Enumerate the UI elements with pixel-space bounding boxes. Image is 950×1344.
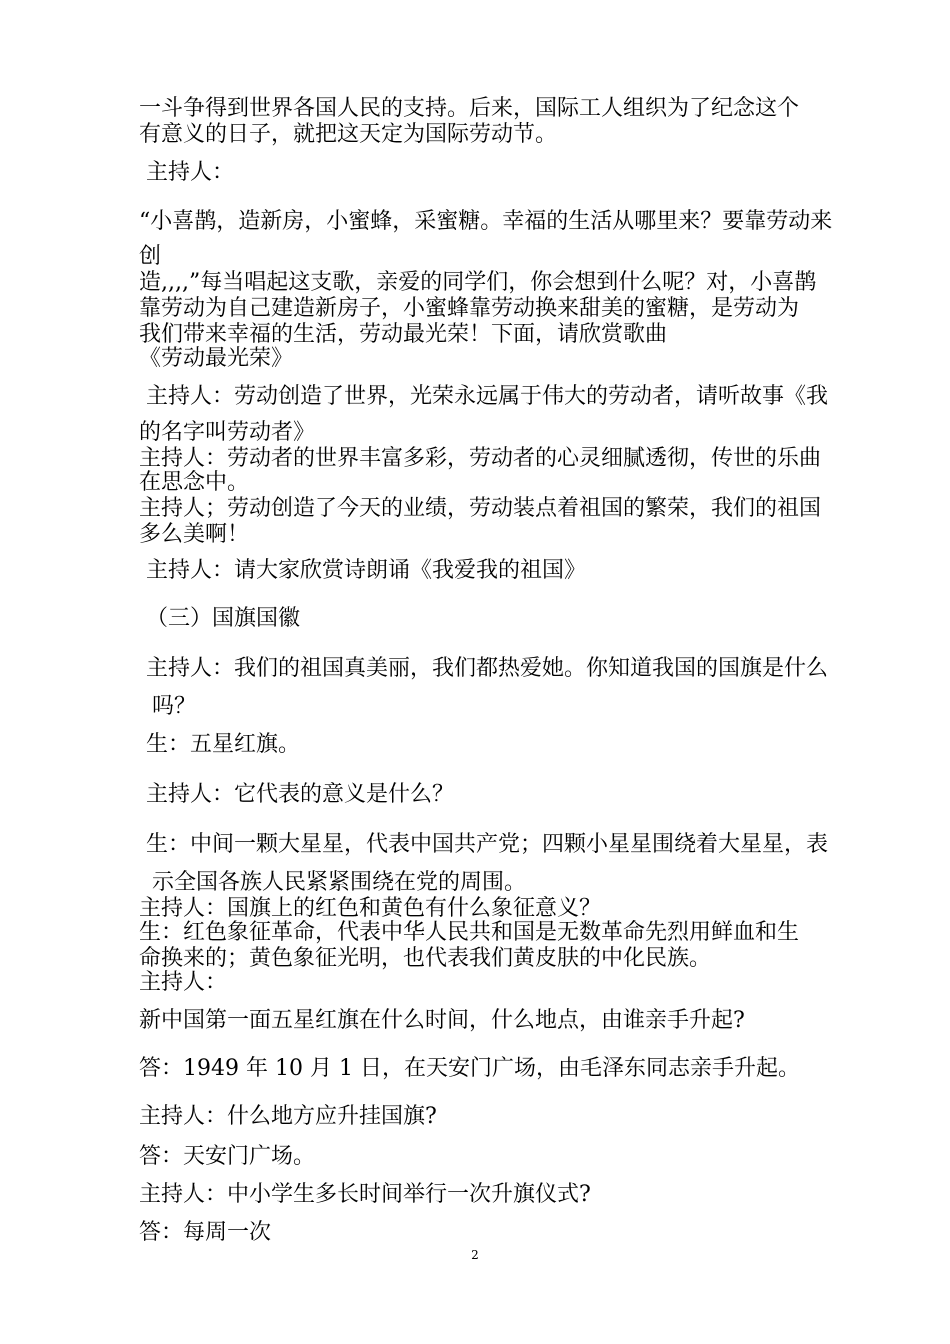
text-line: 主持人：请大家欣赏诗朗诵《我爱我的祖国》	[146, 558, 587, 583]
text-line: 答：天安门广场。	[139, 1144, 316, 1169]
text-line: 主持人；劳动创造了今天的业绩，劳动装点着祖国的繁荣，我们的祖国	[139, 496, 822, 521]
text-line: 靠劳动为自己建造新房子，小蜜蜂靠劳动换来甜美的蜜糖，是劳动为	[139, 296, 800, 321]
text-line: 主持人：中小学生多长时间举行一次升旗仪式?	[139, 1182, 591, 1207]
text-line: 新中国第一面五星红旗在什么时间，什么地点，由谁亲手升起?	[139, 1008, 745, 1033]
text-line: 生：中间一颗大星星，代表中国共产党；四颗小星星围绕着大星星，表	[146, 832, 829, 857]
text-line: 主持人：劳动创造了世界，光荣永远属于伟大的劳动者，请听故事《我	[146, 384, 829, 409]
text-line: 主持人：我们的祖国真美丽，我们都热爱她。你知道我国的国旗是什么	[146, 656, 829, 681]
text-line: “小喜鹊，造新房，小蜜蜂，采蜜糖。幸福的生活从哪里来？要靠劳动来	[139, 209, 833, 234]
text-line: 主持人：什么地方应升挂国旗?	[139, 1104, 437, 1129]
text-line: 生：红色象征革命，代表中华人民共和国是无数革命先烈用鲜血和生	[139, 920, 800, 945]
text-line: 生：五星红旗。	[146, 732, 301, 757]
text-line: 在思念中。	[139, 470, 250, 495]
page-number: 2	[471, 1248, 479, 1262]
text-line: 一斗争得到世界各国人民的支持。后来，国际工人组织为了纪念这个	[139, 96, 800, 121]
text-line: 主持人：它代表的意义是什么？	[146, 782, 455, 807]
text-line: 答：每周一次	[139, 1220, 272, 1245]
text-line: 吗？	[152, 694, 197, 719]
text-line: 主持人：国旗上的红色和黄色有什么象征意义？	[139, 896, 602, 921]
text-line: 我们带来幸福的生活，劳动最光荣！下面，请欣赏歌曲	[139, 322, 668, 347]
text-line: 创	[139, 244, 162, 269]
text-line: 答：1949 年 10 月 1 日，在天安门广场，由毛泽东同志亲手升起。	[139, 1056, 800, 1081]
text-line: 多么美啊！	[139, 522, 250, 547]
text-line: 造,,,,”每当唱起这支歌，亲爱的同学们，你会想到什么呢？对，小喜鹊	[139, 270, 817, 295]
text-line: 主持人：	[146, 160, 235, 185]
text-line: 主持人：劳动者的世界丰富多彩，劳动者的心灵细腻透彻，传世的乐曲	[139, 446, 822, 471]
text-line: 命换来的；黄色象征光明，也代表我们黄皮肤的中化民族。	[139, 946, 712, 971]
text-line: 有意义的日子，就把这天定为国际劳动节。	[139, 122, 558, 147]
text-line: 的名字叫劳动者》	[139, 420, 316, 445]
text-line: 示全国各族人民紧紧围绕在党的周围。	[152, 870, 527, 895]
text-line: 《劳动最光荣》	[139, 346, 294, 371]
section-heading: （三）国旗国徽	[146, 606, 301, 631]
text-line: 主持人：	[139, 970, 228, 995]
